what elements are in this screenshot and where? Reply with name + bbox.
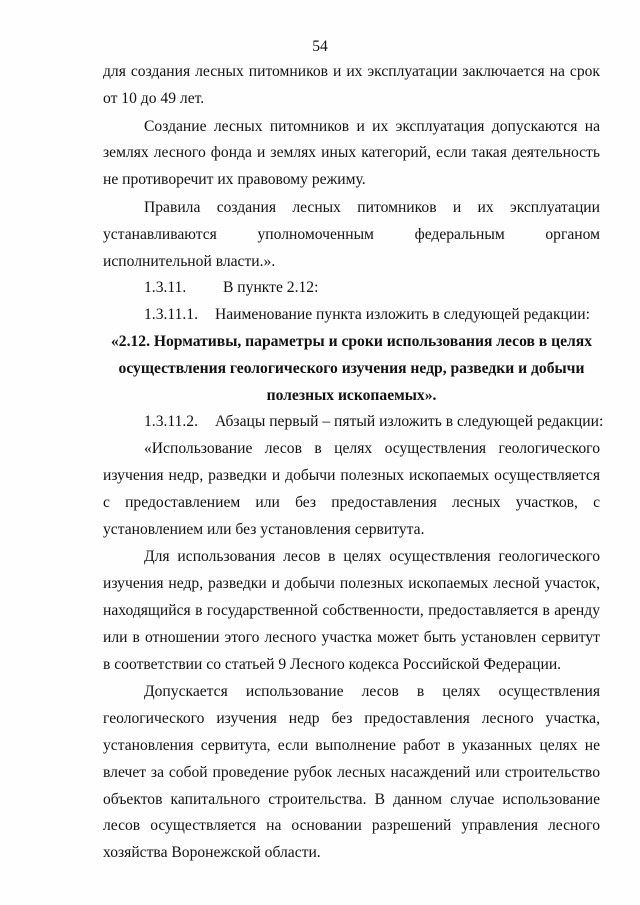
list-item bbox=[103, 275, 600, 302]
list-item bbox=[103, 409, 604, 436]
item-text: Наименование пункта изложить в следующей редакции: bbox=[215, 306, 590, 324]
page-number: 54 bbox=[312, 38, 328, 55]
paragraph-nurseries-lands: Создание лесных питомников и их эксплуатация допускаются на землях лесного фонда и землях иных категорий, если такая деятельность не противоречит их правовому режиму. bbox=[103, 117, 600, 189]
paragraph-nurseries-rules: Правила создания лесных питомников и их эксплуатации устанавливаются уполномоченным федеральным органом исполнительной власти.». bbox=[103, 198, 600, 270]
paragraph-geology-lease: Для использования лесов в целях осуществления геологического изучения недр, разведки и добычи полезных ископаемых лесной участок, находящийся в государственной собственности, предоставляется в аренду или в отношении этого лесного участка может быть установлен сервитут в соответствии со статьей 9 Лесного кодекса Российской Федерации. bbox=[103, 548, 600, 673]
section-heading-line: полезных ископаемых». bbox=[266, 386, 437, 404]
paragraph-geology-permission: Допускается использование лесов в целях осуществления геологического изучения недр без предоставления лесного участка, установления сервитута, если выполнение работ в указанных целях не влечет за собой проведение рубок лесных насаждений или строительство объектов капитального строительства. В данном случае использование лесов осуществляется на основании разрешений управления лесного хозяйства Воронежской области. bbox=[103, 683, 600, 862]
item-number: 1.3.11.2. bbox=[144, 413, 198, 431]
document-body bbox=[103, 59, 604, 867]
section-heading-line: осуществления геологического изучения недр, разведки и добычи bbox=[118, 359, 585, 377]
list-item bbox=[103, 302, 600, 329]
paragraph-geology-use: «Использование лесов в целях осуществления геологического изучения недр, разведки и добычи полезных ископаемых осуществляется с предоставлением или без предоставления лесных участков, с установлением или без установления сервитута. bbox=[103, 440, 600, 538]
item-number: 1.3.11. bbox=[144, 279, 187, 297]
item-number: 1.3.11.1. bbox=[144, 306, 198, 324]
item-text: Абзацы первый – пятый изложить в следующей редакции: bbox=[215, 413, 604, 431]
section-heading-line: «2.12. Нормативы, параметры и сроки использования лесов в целях bbox=[110, 332, 593, 350]
item-text: В пункте 2.12: bbox=[223, 279, 319, 297]
paragraph-continuation: для создания лесных питомников и их эксплуатации заключается на срок от 10 до 49 лет. bbox=[103, 63, 600, 107]
